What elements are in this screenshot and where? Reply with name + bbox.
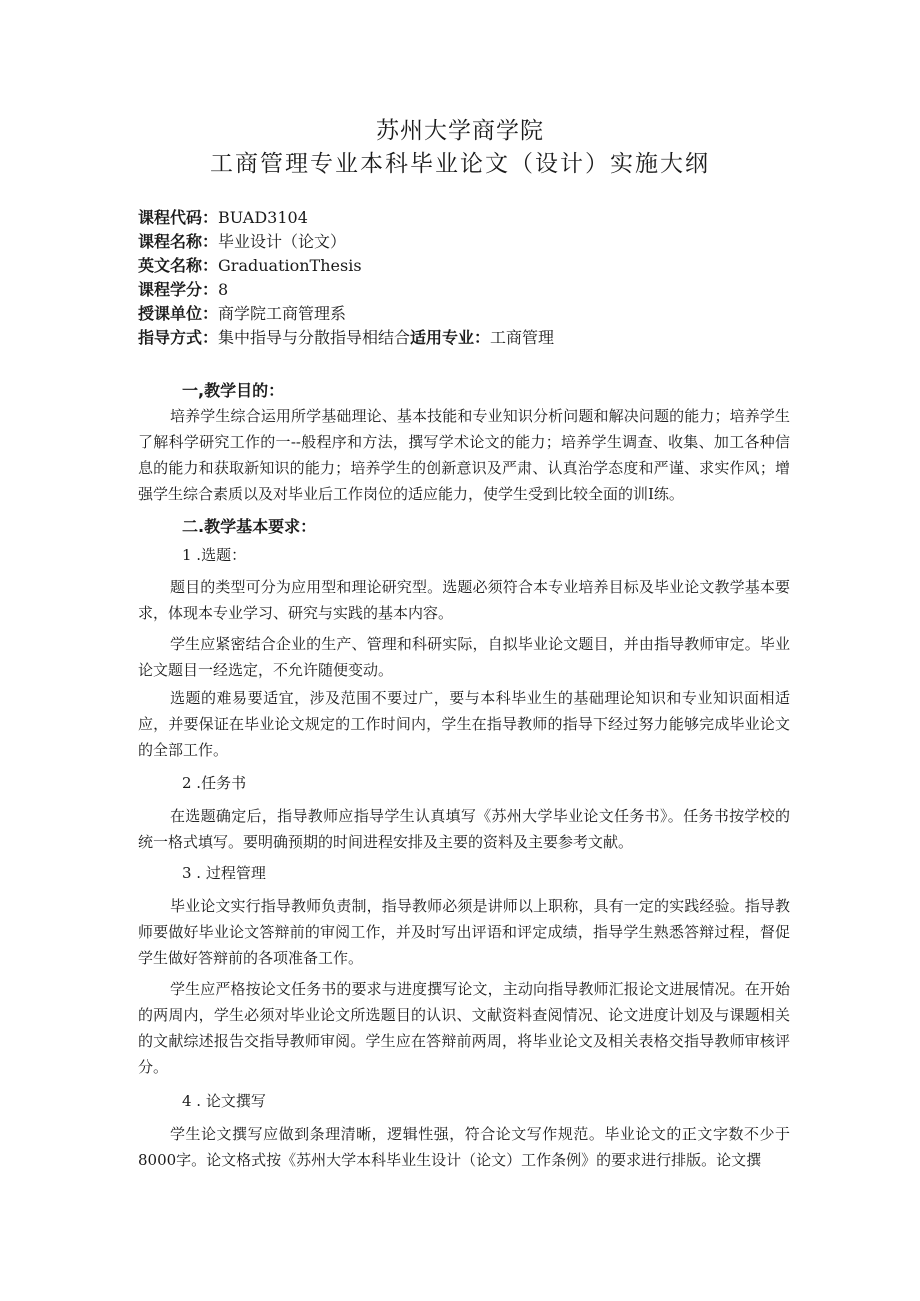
- department-value: 商学院工商管理系: [218, 304, 347, 323]
- course-name-row: [138, 229, 346, 252]
- english-name-row: [138, 253, 362, 276]
- course-code-label: 课程代码：: [138, 208, 219, 227]
- section2-heading: 二.教学基本要求：: [182, 517, 317, 536]
- document-title-main: 工商管理专业本科毕业论文（设计）实施大纲: [210, 151, 710, 177]
- english-name-value: GraduationThesis: [218, 256, 362, 275]
- item4-paragraph-1: 学生论文撰写应做到条理清晰，逻辑性强，符合论文写作规范。毕业论文的正文字数不少于8000字。论文格式按《苏州大学本科毕业生设计（论文）工作条例》的要求进行排版。论文撰: [138, 1125, 790, 1169]
- course-name-value: 毕业设计（论文）: [218, 232, 347, 251]
- method-value: 集中指导与分散指导相结合: [218, 328, 411, 347]
- major-value: 工商管理: [490, 328, 555, 347]
- item1-paragraph-3: 选题的难易要适宜，涉及范围不要过广，要与本科毕业生的基础理论知识和专业知识面相适应，并要保证在毕业论文规定的工作时间内，学生在指导教师的指导下经过努力能够完成毕业论文的全部工作。: [138, 689, 790, 759]
- course-code-value: BUAD3104: [218, 208, 308, 227]
- credits-label: 课程学分：: [138, 280, 219, 299]
- item3-label: 3 . 过程管理: [182, 864, 266, 882]
- credits-row: [138, 277, 228, 300]
- item3-paragraph-2: 学生应严格按论文任务书的要求与进度撰写论文，主动向指导教师汇报论文进展情况。在开始的两周内，学生必须对毕业论文所选题目的认识、文献资料查阅情况、论文进度计划及与课题相关的文献综述报告交指导教师审阅。学生应在答辩前两周，将毕业论文及相关表格交指导教师审核评分。: [138, 980, 790, 1076]
- english-name-label: 英文名称：: [138, 256, 219, 275]
- department-row: [138, 301, 346, 324]
- credits-value: 8: [218, 280, 229, 299]
- course-name-label: 课程名称：: [138, 232, 219, 251]
- department-label: 授课单位：: [138, 304, 219, 323]
- item4-label: 4 . 论文撰写: [182, 1092, 266, 1110]
- section1-paragraph: 培养学生综合运用所学基础理论、基本技能和专业知识分析问题和解决问题的能力；培养学生了解科学研究工作的一--般程序和方法，撰写学术论文的能力；培养学生调查、收集、加工各种信息的能力和获取新知识的能力；培养学生的创新意识及严肃、认真治学态度和严谨、求实作风；增强学生综合素质以及对毕业后工作岗位的适应能力，使学生受到比较全面的训I练。: [138, 407, 790, 503]
- course-code-row: [138, 205, 308, 228]
- document-title-school: 苏州大学商学院: [376, 118, 544, 144]
- item1-paragraph-1: 题目的类型可分为应用型和理论研究型。选题必须符合本专业培养目标及毕业论文教学基本要求，体现本专业学习、研究与实践的基本内容。: [138, 578, 790, 622]
- method-major-row: [138, 325, 554, 348]
- method-label: 指导方式：: [138, 328, 219, 347]
- item2-paragraph-1: 在选题确定后，指导教师应指导学生认真填写《苏州大学毕业论文任务书》。任务书按学校的统一格式填写。要明确预期的时间进程安排及主要的资料及主要参考文献。: [138, 807, 790, 851]
- item1-label: 1 .选题：: [182, 546, 247, 564]
- item3-paragraph-1: 毕业论文实行指导教师负责制，指导教师必须是讲师以上职称，具有一定的实践经验。指导教师要做好毕业论文答辩前的审阅工作，并及时写出评语和评定成绩，指导学生熟悉答辩过程，督促学生做好答辩前的各项准备工作。: [138, 897, 790, 967]
- major-label: 适用专业：: [410, 328, 491, 347]
- item1-paragraph-2: 学生应紧密结合企业的生产、管理和科研实际，自拟毕业论文题目，并由指导教师审定。毕业论文题目一经选定，不允许随便变动。: [138, 635, 790, 679]
- section1-heading: 一,教学目的：: [182, 381, 285, 400]
- item2-label: 2 .任务书: [182, 774, 247, 792]
